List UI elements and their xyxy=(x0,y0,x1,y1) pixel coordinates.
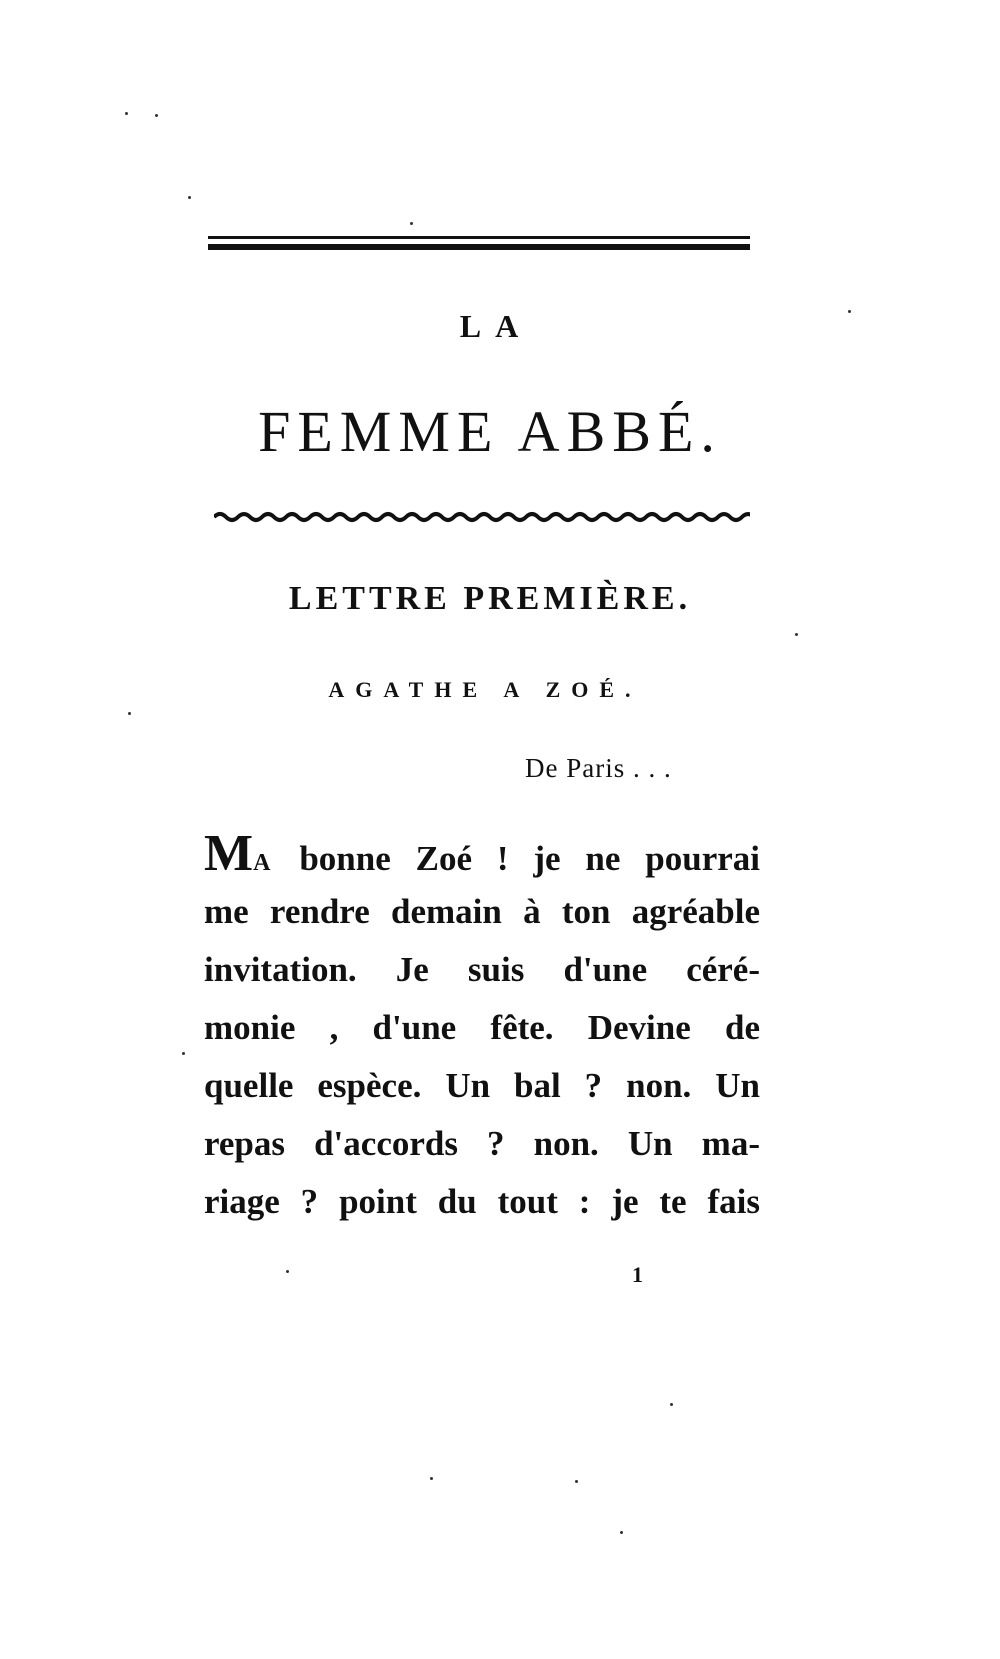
scan-speck xyxy=(128,712,131,715)
body-line: monie , d'une fête. Devine de xyxy=(204,1008,760,1047)
page-title: FEMME ABBÉ. xyxy=(258,399,722,464)
dateline: De Paris . . . xyxy=(525,753,672,783)
scan-speck xyxy=(620,1531,623,1534)
scan-speck xyxy=(670,1403,673,1406)
scan-speck xyxy=(286,1270,289,1273)
scan-speck xyxy=(410,222,413,225)
body-line: invitation. Je suis d'une céré- xyxy=(204,950,760,989)
body-line-first xyxy=(204,825,760,883)
scan-speck xyxy=(575,1480,578,1483)
body-line: repas d'accords ? non. Un ma- xyxy=(204,1124,760,1163)
scan-speck xyxy=(430,1477,433,1480)
scan-speck xyxy=(182,1052,185,1055)
scan-speck xyxy=(188,196,191,199)
letter-address: AGATHE A ZOÉ. xyxy=(328,677,642,702)
title-article: LA xyxy=(459,308,533,344)
body-line: riage ? point du tout : je te fais xyxy=(204,1182,760,1221)
body-text xyxy=(204,825,760,1231)
small-cap: A xyxy=(253,850,271,876)
scan-speck xyxy=(848,310,851,313)
page-number: 1 xyxy=(632,1262,643,1287)
body-line-first-rest: bonne Zoé ! je ne pourrai xyxy=(299,839,760,878)
rule-thick-line xyxy=(208,244,750,250)
rule-thin-line xyxy=(208,236,750,239)
wavy-ornament-divider xyxy=(214,505,750,529)
double-rule-divider xyxy=(208,236,750,252)
body-line: me rendre demain à ton agréable xyxy=(204,892,760,931)
body-line: quelle espèce. Un bal ? non. Un xyxy=(204,1066,760,1105)
scan-speck xyxy=(155,114,158,117)
scan-speck xyxy=(125,112,128,115)
drop-cap: M xyxy=(204,825,254,882)
letter-heading: LETTRE PREMIÈRE. xyxy=(288,580,692,617)
scan-speck xyxy=(795,633,798,636)
